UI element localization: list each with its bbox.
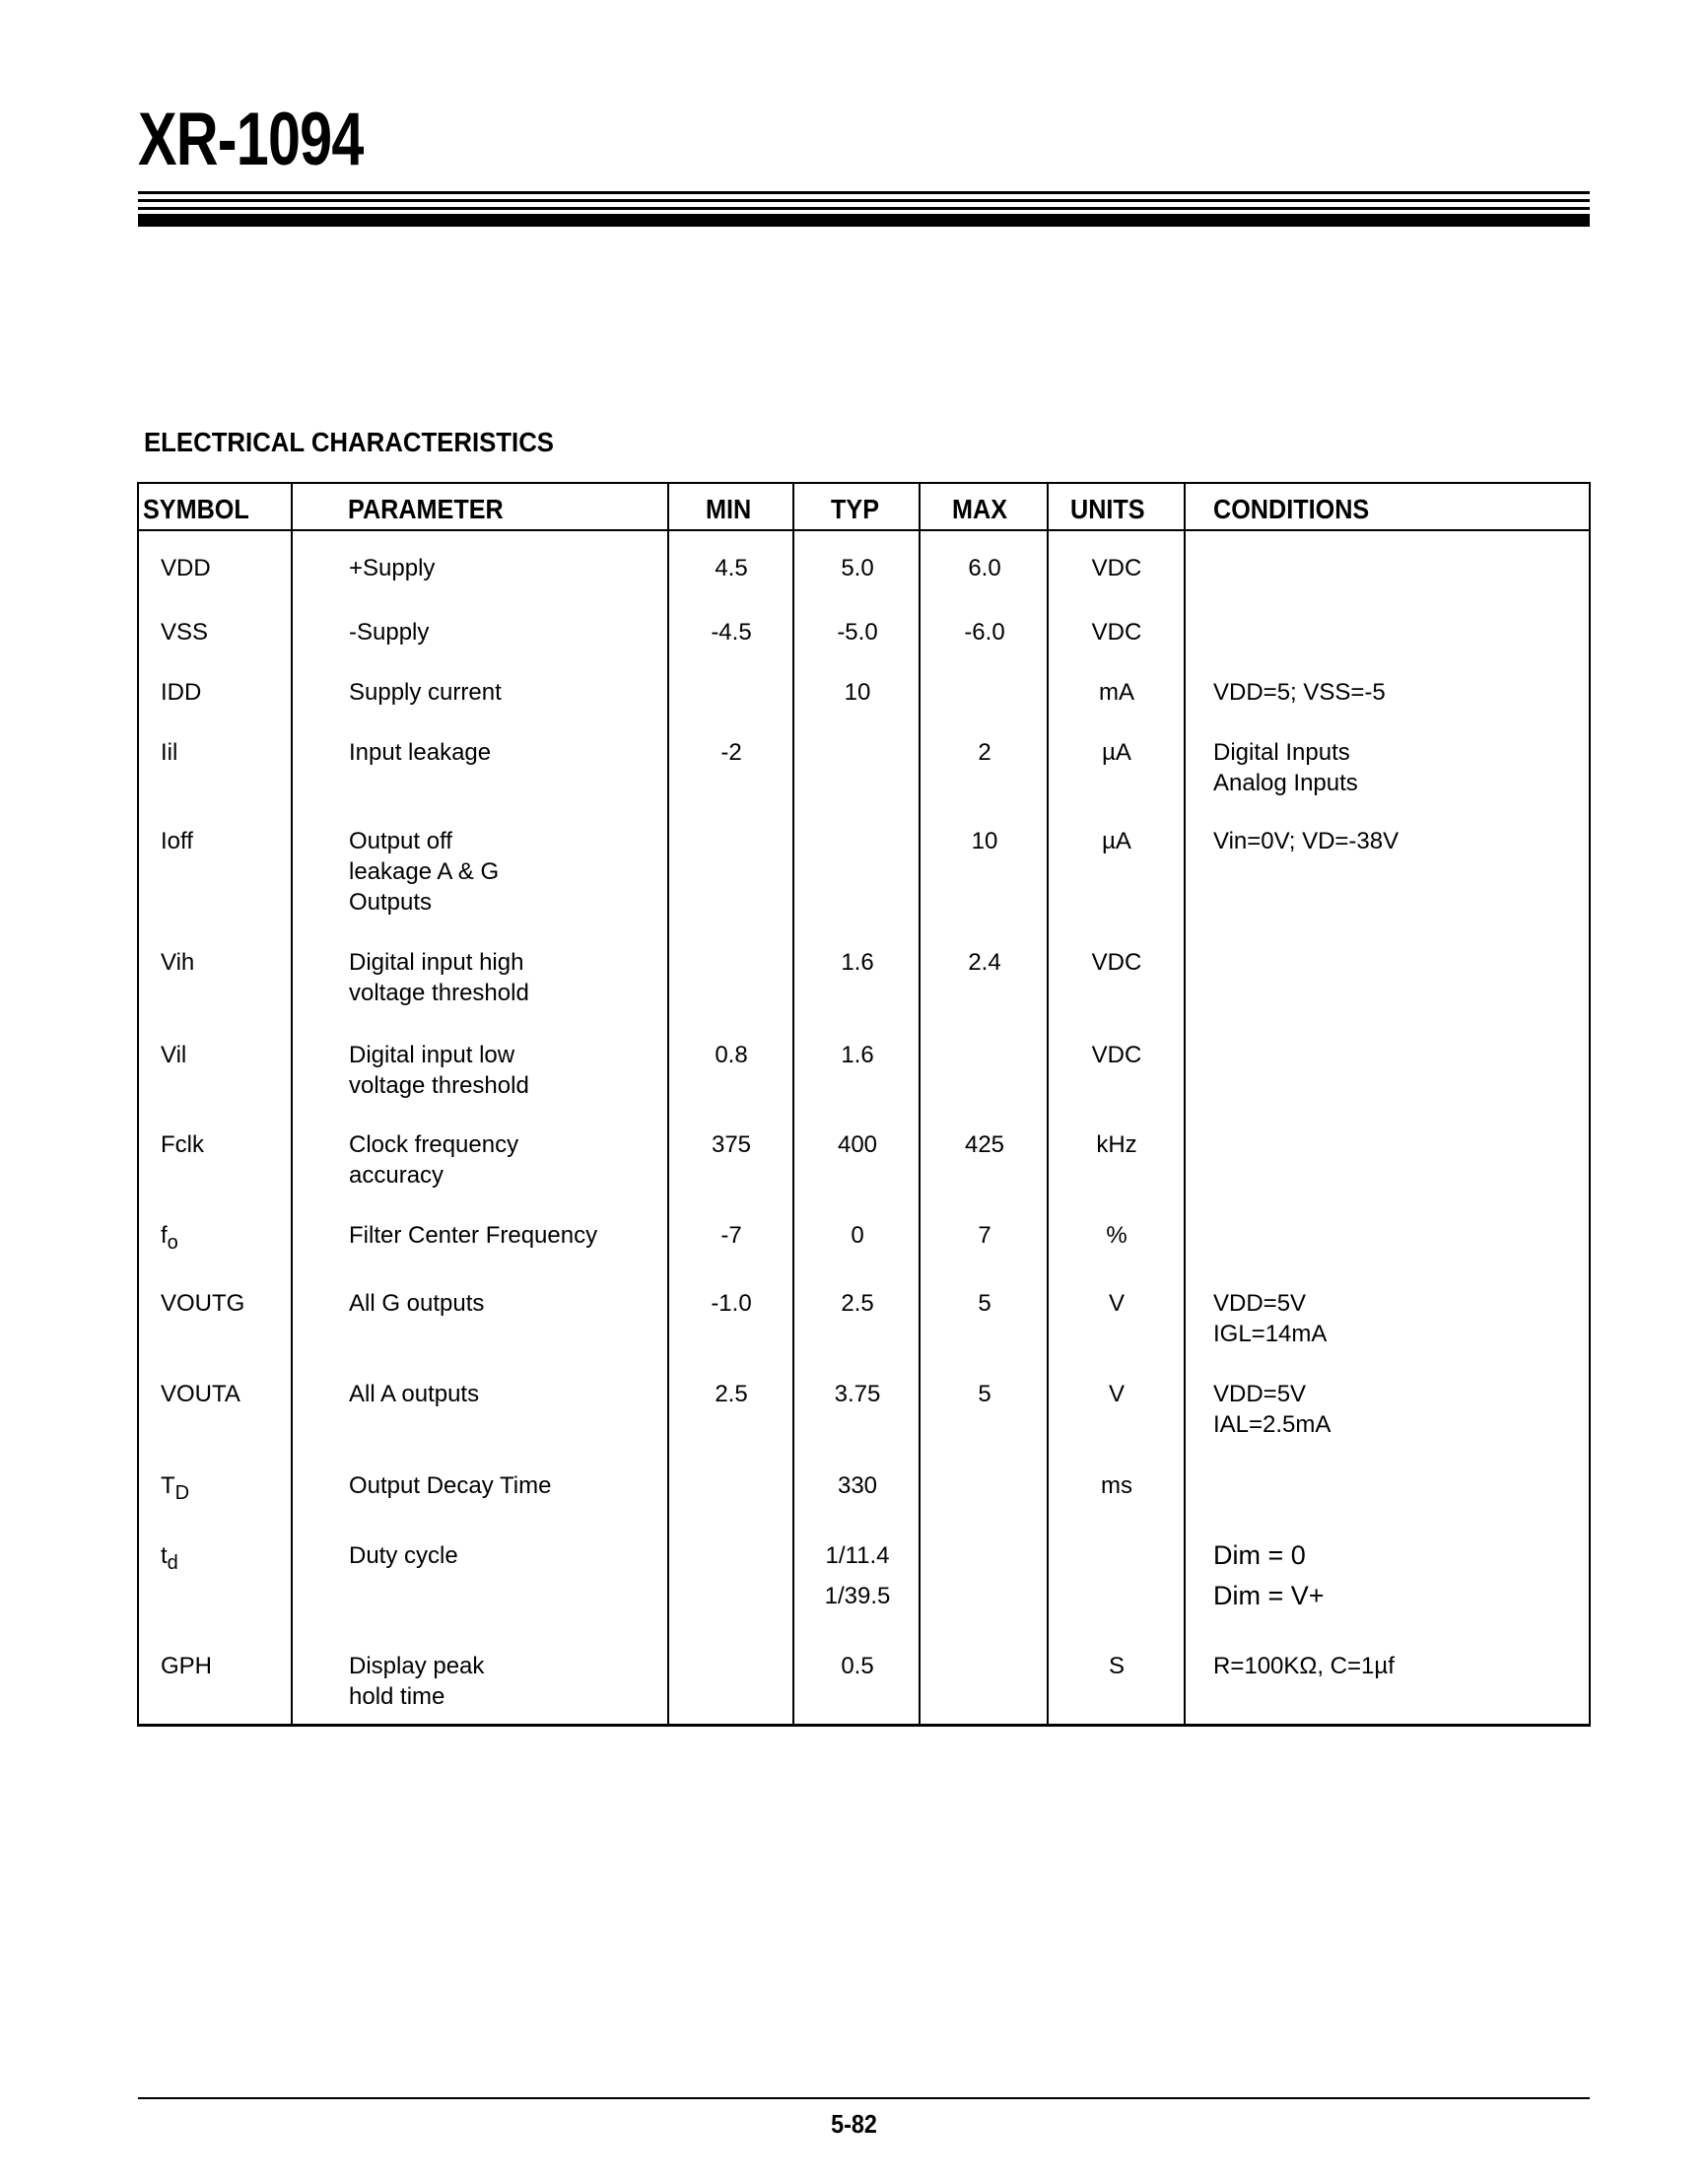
cell-symbol [161, 1470, 189, 1509]
cell-parameter [349, 737, 491, 768]
typ-value: 2.5 [841, 1290, 874, 1317]
condition-line: Dim = 0 [1213, 1540, 1306, 1570]
typ-value: 1.6 [841, 949, 874, 976]
cell-symbol [161, 1040, 186, 1070]
cell-min: 0.8 [715, 1042, 748, 1068]
typ-value: 1.6 [841, 1042, 874, 1068]
symbol-text: Iil [161, 739, 178, 766]
cell-typ [794, 1288, 921, 1319]
column-header-max: MAX [952, 494, 1008, 524]
parameter-line: Digital input low [349, 1042, 515, 1068]
symbol-text: t [161, 1542, 168, 1569]
parameter-line: Outputs [349, 889, 433, 916]
cell-symbol [161, 947, 194, 978]
cell-max: 2.4 [968, 949, 1001, 976]
condition-line: Digital Inputs [1213, 739, 1350, 766]
cell-typ [794, 1651, 921, 1681]
cell-symbol [161, 1379, 240, 1409]
cell-typ [794, 553, 921, 583]
cell-min: -7 [720, 1222, 742, 1249]
cell-parameter [349, 826, 499, 918]
typ-value: -5.0 [837, 619, 878, 646]
symbol-subscript: D [174, 1482, 190, 1504]
symbol-text: Vih [161, 949, 195, 976]
cell-units: ms [1101, 1472, 1132, 1499]
cell-conditions [1213, 826, 1399, 856]
symbol-text: Ioff [161, 828, 193, 854]
cell-parameter [349, 1129, 518, 1191]
cell-parameter [349, 1379, 479, 1409]
symbol-text: Fclk [161, 1131, 204, 1158]
cell-units: mA [1099, 679, 1134, 706]
symbol-text: VDD [161, 555, 211, 581]
cell-units: S [1108, 1653, 1125, 1679]
symbol-text: GPH [161, 1653, 213, 1679]
header-rule [138, 207, 1590, 210]
cell-conditions [1213, 1288, 1327, 1349]
section-title: ELECTRICAL CHARACTERISTICS [144, 427, 554, 457]
symbol-text: Vil [161, 1042, 187, 1068]
column-header-parameter: PARAMETER [348, 494, 504, 524]
symbol-subscript: d [167, 1552, 178, 1574]
cell-units: kHz [1096, 1131, 1137, 1158]
cell-units: VDC [1091, 949, 1142, 976]
symbol-text: f [161, 1222, 168, 1249]
document-title: XR-1094 [138, 98, 364, 181]
cell-units: % [1106, 1222, 1127, 1249]
cell-min: -4.5 [711, 619, 752, 646]
condition-line: VDD=5; VSS=-5 [1213, 679, 1386, 706]
cell-parameter [349, 1220, 597, 1251]
cell-max: -6.0 [964, 619, 1005, 646]
cell-conditions [1213, 1651, 1395, 1681]
cell-parameter [349, 677, 502, 708]
cell-symbol [161, 1651, 212, 1681]
cell-units: VDC [1091, 619, 1142, 646]
parameter-line: voltage threshold [349, 980, 529, 1006]
cell-min: 375 [711, 1131, 752, 1158]
header-rule [138, 191, 1590, 194]
column-header-conditions: CONDITIONS [1213, 494, 1370, 524]
cell-max: 425 [964, 1131, 1005, 1158]
cell-units: µA [1102, 739, 1131, 766]
cell-symbol [161, 737, 177, 768]
header-rule [138, 199, 1590, 202]
parameter-line: +Supply [349, 555, 436, 581]
cell-conditions [1213, 737, 1358, 798]
typ-value: 10 [844, 679, 871, 706]
cell-symbol [161, 826, 193, 856]
header-rule-thick [138, 214, 1590, 227]
parameter-line: accuracy [349, 1162, 444, 1189]
typ-value: 1/11.4 [825, 1542, 890, 1569]
cell-units: µA [1102, 828, 1131, 854]
condition-line: Vin=0V; VD=-38V [1213, 828, 1400, 854]
cell-conditions [1213, 1379, 1331, 1440]
cell-typ [794, 947, 921, 978]
typ-value: 400 [837, 1131, 878, 1158]
typ-value-2: 1/39.5 [824, 1583, 891, 1609]
cell-typ [794, 1379, 921, 1409]
symbol-text: VOUTG [161, 1290, 245, 1317]
typ-value: 0.5 [841, 1653, 874, 1679]
parameter-line: Duty cycle [349, 1542, 458, 1569]
cell-min: 2.5 [715, 1381, 748, 1407]
condition-line: Dim = V+ [1213, 1581, 1325, 1610]
cell-max: 7 [978, 1222, 991, 1249]
cell-typ [794, 1040, 921, 1070]
cell-min: -2 [720, 739, 742, 766]
cell-typ [794, 1540, 921, 1611]
cell-typ [794, 677, 921, 708]
cell-parameter [349, 617, 429, 647]
parameter-line: Output off [349, 828, 452, 854]
cell-units: VDC [1091, 1042, 1142, 1068]
parameter-line: Digital input high [349, 949, 524, 976]
column-header-typ: TYP [831, 494, 880, 524]
typ-value: 5.0 [841, 555, 874, 581]
condition-line: IGL=14mA [1213, 1321, 1328, 1347]
cell-min: 4.5 [715, 555, 748, 581]
cell-symbol [161, 617, 208, 647]
cell-parameter [349, 1470, 551, 1501]
parameter-line: Display peak [349, 1653, 485, 1679]
cell-units: V [1108, 1381, 1125, 1407]
parameter-line: hold time [349, 1683, 445, 1710]
symbol-text: IDD [161, 679, 202, 706]
cell-max: 5 [978, 1381, 991, 1407]
condition-line: VDD=5V [1213, 1381, 1307, 1407]
electrical-characteristics-table [137, 482, 1591, 1727]
cell-symbol [161, 1540, 178, 1579]
symbol-text: T [161, 1472, 175, 1499]
cell-parameter [349, 1288, 484, 1319]
typ-value: 330 [837, 1472, 878, 1499]
symbol-text: VSS [161, 619, 209, 646]
cell-symbol [161, 1288, 244, 1319]
cell-parameter [349, 947, 529, 1008]
typ-value: 0 [851, 1222, 864, 1249]
parameter-line: All A outputs [349, 1381, 480, 1407]
condition-line: IAL=2.5mA [1213, 1411, 1332, 1438]
cell-conditions [1213, 1540, 1325, 1621]
cell-max: 10 [971, 828, 998, 854]
typ-value: 3.75 [834, 1381, 881, 1407]
cell-symbol [161, 1220, 178, 1259]
parameter-line: Clock frequency [349, 1131, 519, 1158]
cell-parameter [349, 1651, 484, 1712]
column-header-symbol: SYMBOL [143, 494, 249, 524]
parameter-line: Input leakage [349, 739, 492, 766]
condition-line: VDD=5V [1213, 1290, 1307, 1317]
parameter-line: voltage threshold [349, 1072, 529, 1099]
condition-line: Analog Inputs [1213, 770, 1358, 796]
condition-line: R=100KΩ, C=1µf [1213, 1653, 1395, 1679]
cell-max: 5 [978, 1290, 991, 1317]
symbol-text: VOUTA [161, 1381, 240, 1407]
cell-symbol [161, 677, 201, 708]
footer-rule [138, 2097, 1590, 2099]
parameter-line: Supply current [349, 679, 502, 706]
cell-parameter [349, 553, 435, 583]
cell-typ [794, 617, 921, 647]
page-number: 5-82 [831, 2109, 877, 2139]
parameter-line: leakage A & G [349, 858, 500, 885]
cell-min: -1.0 [711, 1290, 752, 1317]
cell-max: 6.0 [968, 555, 1001, 581]
parameter-line: Output Decay Time [349, 1472, 552, 1499]
cell-symbol [161, 553, 211, 583]
column-header-units: UNITS [1070, 494, 1145, 524]
cell-typ [794, 1470, 921, 1501]
column-header-min: MIN [706, 494, 752, 524]
parameter-line: Filter Center Frequency [349, 1222, 598, 1249]
parameter-line: All G outputs [349, 1290, 485, 1317]
cell-typ [794, 1220, 921, 1251]
cell-symbol [161, 1129, 204, 1160]
cell-max: 2 [978, 739, 991, 766]
parameter-line: -Supply [349, 619, 430, 646]
cell-parameter [349, 1040, 529, 1101]
cell-conditions [1213, 677, 1386, 708]
cell-units: V [1108, 1290, 1125, 1317]
symbol-subscript: o [167, 1232, 178, 1254]
cell-units: VDC [1091, 555, 1142, 581]
cell-parameter [349, 1540, 458, 1571]
cell-typ [794, 1129, 921, 1160]
